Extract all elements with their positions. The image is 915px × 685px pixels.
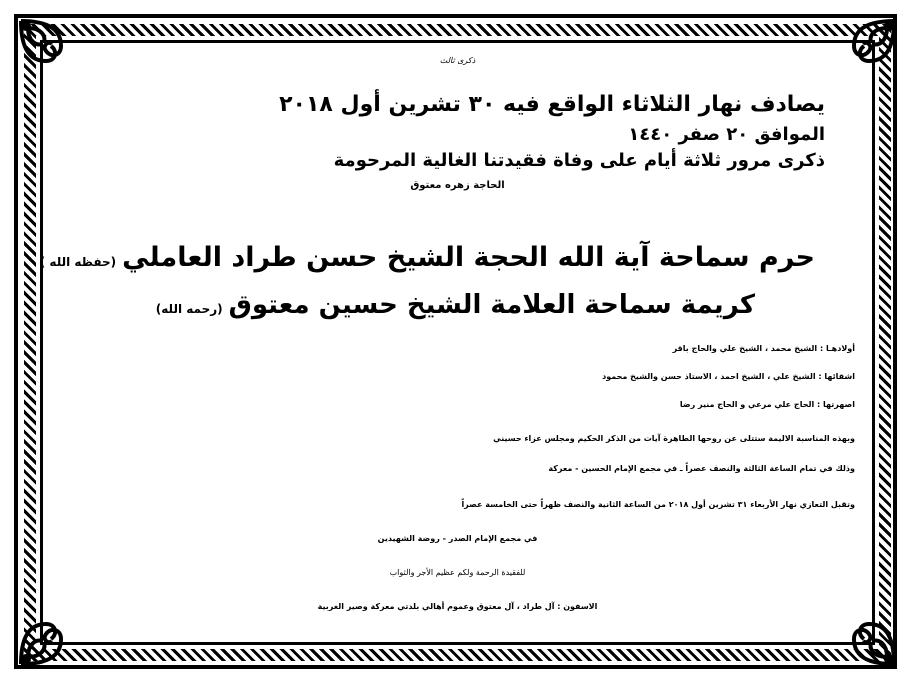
daughter-text: كريمة سماحة العلامة الشيخ حسين معتوق (228, 290, 755, 320)
wife-line (39, 242, 815, 273)
notice-header: ذكرى ثالث (439, 56, 476, 65)
condolence-line: وتقبل التعازي نهار الأربعاء ٣١ تشرين أول ٢٠١٨ من الساعة الثانية والنصف ظهراً حتى الخامسة عصراً (461, 500, 855, 509)
ceremony-line-2: وذلك في تمام الساعة الثالثة والنصف عصراً ـ في مجمع الإمام الحسين - معركة (548, 464, 855, 473)
hijri-date-line: الموافق ٢٠ صفر ١٤٤٠ (628, 124, 825, 145)
mourners-line: الاسفون : آل طراد ، آل معتوق وعموم أهالي بلدتي معركة وصير الغربية (317, 602, 598, 611)
siblings-line: اشقائها : الشيخ علي ، الشيخ احمد ، الاستاذ حسن والشيخ محمود (602, 372, 855, 381)
notice-content (39, 52, 855, 642)
daughter-line (60, 290, 755, 320)
wife-text: حرم سماحة آية الله الحجة الشيخ حسن طراد العاملي (122, 242, 815, 273)
children-line: أولادهـا : الشيخ محمد ، الشيخ علي والحاج باقر (672, 344, 855, 353)
intro-line: ذكرى مرور ثلاثة أيام على وفاة فقيدتنا الغالية المرحومة (333, 150, 825, 171)
deceased-name: الحاجة زهره معتوق (410, 180, 505, 191)
venue-line: في مجمع الإمام الصدر - روضة الشهيدين (377, 534, 538, 543)
date-line: يصادف نهار الثلاثاء الواقع فيه ٣٠ تشرين أول ٢٠١٨ (279, 92, 825, 117)
wife-note: (حفظه الله ) (39, 255, 117, 269)
daughter-note: (رحمه الله) (155, 302, 223, 316)
in-laws-line: اصهرتها : الحاج علي مرعي و الحاج منير رضا (679, 400, 855, 409)
blessing-line: للفقيدة الرحمة ولكم عظيم الأجر والثواب (389, 568, 526, 577)
ceremony-line-1: وبهذه المناسبة الاليمة ستتلى عن روحها الطاهرة آيات من الذكر الحكيم ومجلس عزاء حسيني (493, 434, 855, 443)
